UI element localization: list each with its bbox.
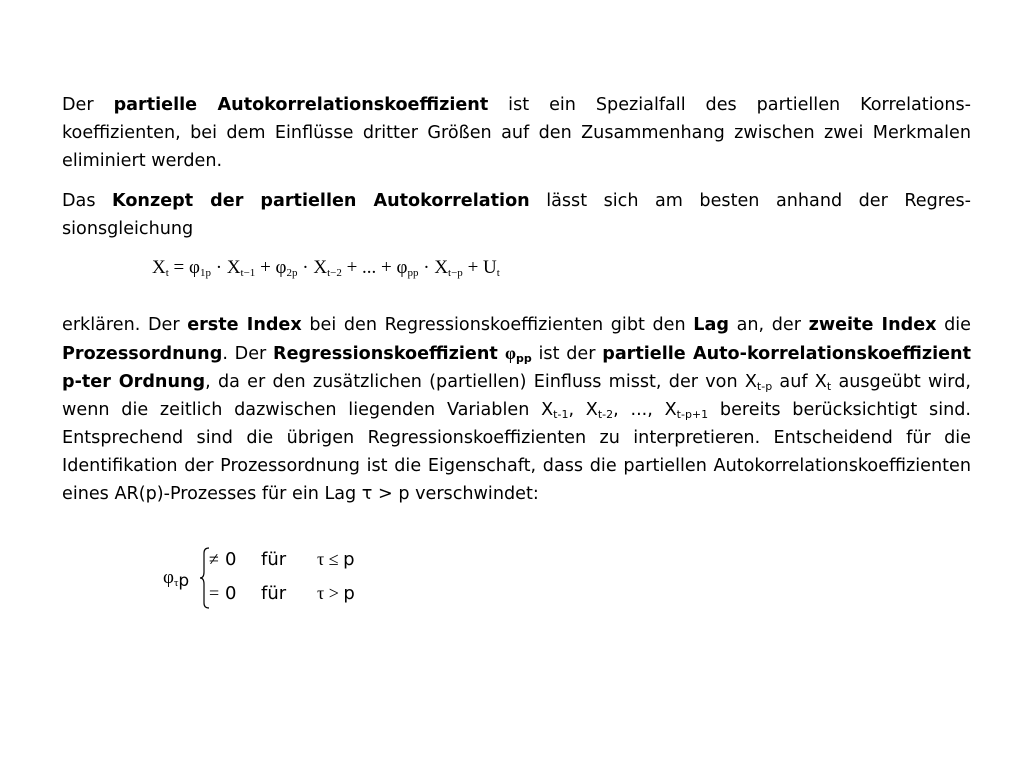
- eq-sub-pp: pp: [407, 267, 419, 279]
- p3-text-8: auf X: [772, 372, 827, 392]
- eq-sub-t: t: [165, 267, 169, 279]
- eq-plus-2: +: [462, 257, 484, 278]
- p3-term-lag: Lag: [693, 315, 729, 335]
- regression-equation: [152, 257, 500, 279]
- eq-phi-pp: φ: [396, 257, 408, 278]
- eq-x-t1: X: [226, 257, 241, 278]
- p3-text-1: erklären. Der: [62, 315, 188, 335]
- p3-term-regression-coefficient: Regressionskoeffizient: [273, 344, 506, 364]
- eq-u: U: [483, 257, 497, 278]
- eq-plus-1: +: [255, 257, 276, 278]
- pacf-phi: φ: [163, 567, 174, 588]
- p3-text-6: ist der: [531, 344, 603, 364]
- p3-sub-t-2: t-2: [597, 408, 614, 421]
- p3-text-3: an, der: [728, 315, 809, 335]
- p3-term-second-index: zweite Index: [808, 315, 937, 335]
- case2-cmp: >: [324, 583, 344, 603]
- p1-term-partial-autocorrelation: partielle Autokorrelationskoeffizient: [113, 95, 489, 115]
- case2-value: 0: [225, 583, 237, 604]
- eq-x: X: [152, 257, 166, 278]
- case1-rel: ≠: [209, 549, 219, 569]
- p3-phi-symbol: φ: [505, 343, 517, 363]
- eq-dot-2: ·: [297, 257, 314, 278]
- case-zero: [209, 583, 355, 604]
- p3-sub-t-p1: t-p+1: [676, 408, 709, 421]
- pacf-cutoff-formula: [163, 545, 403, 611]
- pacf-lhs: [163, 567, 189, 589]
- p2-text-2: lässt sich am besten anhand der Regres-sionsgleichung: [62, 191, 971, 239]
- p1-text-2: ist ein Spezialfall des partiellen Korrelations-koeffizienten, bei dem Einflüsse dritter Größen auf den Zusammenhang zwischen zwei Merkmalen eliminiert werden.: [62, 95, 972, 171]
- p2-text-1: Das: [62, 191, 113, 211]
- p3-phi-sub-pp: pp: [516, 352, 532, 365]
- case1-tau: τ: [317, 549, 325, 569]
- p3-text-4: die: [936, 315, 972, 335]
- pacf-sub-p: p: [178, 571, 190, 591]
- eq-sub-2p: 2p: [286, 267, 298, 279]
- p3-text-2: bei den Regressionskoeffizienten gibt den: [301, 315, 694, 335]
- case-nonzero: [209, 549, 355, 570]
- eq-dot-1: ·: [210, 257, 227, 278]
- case2-rel: =: [209, 583, 220, 603]
- p1-text-1: Der: [62, 95, 114, 115]
- eq-phi-1: φ: [189, 257, 200, 278]
- p3-text-11: , ..., X: [613, 400, 677, 420]
- eq-dot-3: ·: [418, 257, 435, 278]
- eq-sub-t1: t−1: [240, 267, 256, 279]
- p3-text-10: , X: [568, 400, 598, 420]
- p3-text-9: ausgeübt wird, wenn die zeitlich dazwischen liegenden Variablen X: [62, 372, 971, 420]
- case2-tau: τ: [317, 583, 325, 603]
- p3-text-5: . Der: [222, 344, 274, 364]
- case1-cmp: ≤: [324, 549, 344, 569]
- paragraph-concept: [62, 187, 971, 243]
- case2-fuer: für: [261, 583, 287, 604]
- p3-term-process-order: Prozessordnung: [62, 344, 223, 364]
- p3-sub-t-1: t-1: [553, 408, 569, 421]
- eq-sub-1p: 1p: [199, 267, 211, 279]
- case1-value: 0: [225, 549, 237, 570]
- case2-p: p: [343, 583, 355, 604]
- p2-term-concept: Konzept der partiellen Autokorrelation: [112, 191, 530, 211]
- eq-x-t2: X: [313, 257, 328, 278]
- case1-fuer: für: [261, 549, 287, 570]
- pacf-sub-tau: τ: [173, 577, 179, 589]
- p3-term-pacf-order-p: partielle Auto-korrelationskoeffizient p-ter Ordnung: [62, 344, 971, 392]
- eq-x-tp: X: [434, 257, 449, 278]
- eq-phi-2: φ: [275, 257, 287, 278]
- eq-sub-tp: t−p: [448, 267, 463, 279]
- p3-sub-t: t: [826, 380, 832, 393]
- p3-term-first-index: erste Index: [187, 315, 302, 335]
- paragraph-explanation: [62, 311, 971, 508]
- eq-equals: =: [168, 257, 190, 278]
- p3-text-7: , da er den zusätzlichen (partiellen) Einfluss misst, der von X: [205, 372, 757, 392]
- p3-text-12: bereits berücksichtigt sind. Entsprechend sind die übrigen Regressionskoeffizienten zu interpretieren. Entscheidend für die Identifikation der Prozessordnung ist die Eigenschaft, dass die partiellen Autokorrelationskoeffizienten eines AR(p)-Prozesses für ein Lag τ > p verschwindet:: [62, 400, 971, 504]
- eq-sub-t2: t−2: [327, 267, 342, 279]
- case1-p: p: [343, 549, 355, 570]
- p3-sub-t-p: t-p: [756, 380, 773, 393]
- paragraph-definition: [62, 91, 971, 175]
- eq-ellipsis: + ... +: [341, 257, 397, 278]
- eq-sub-t-u: t: [496, 267, 500, 279]
